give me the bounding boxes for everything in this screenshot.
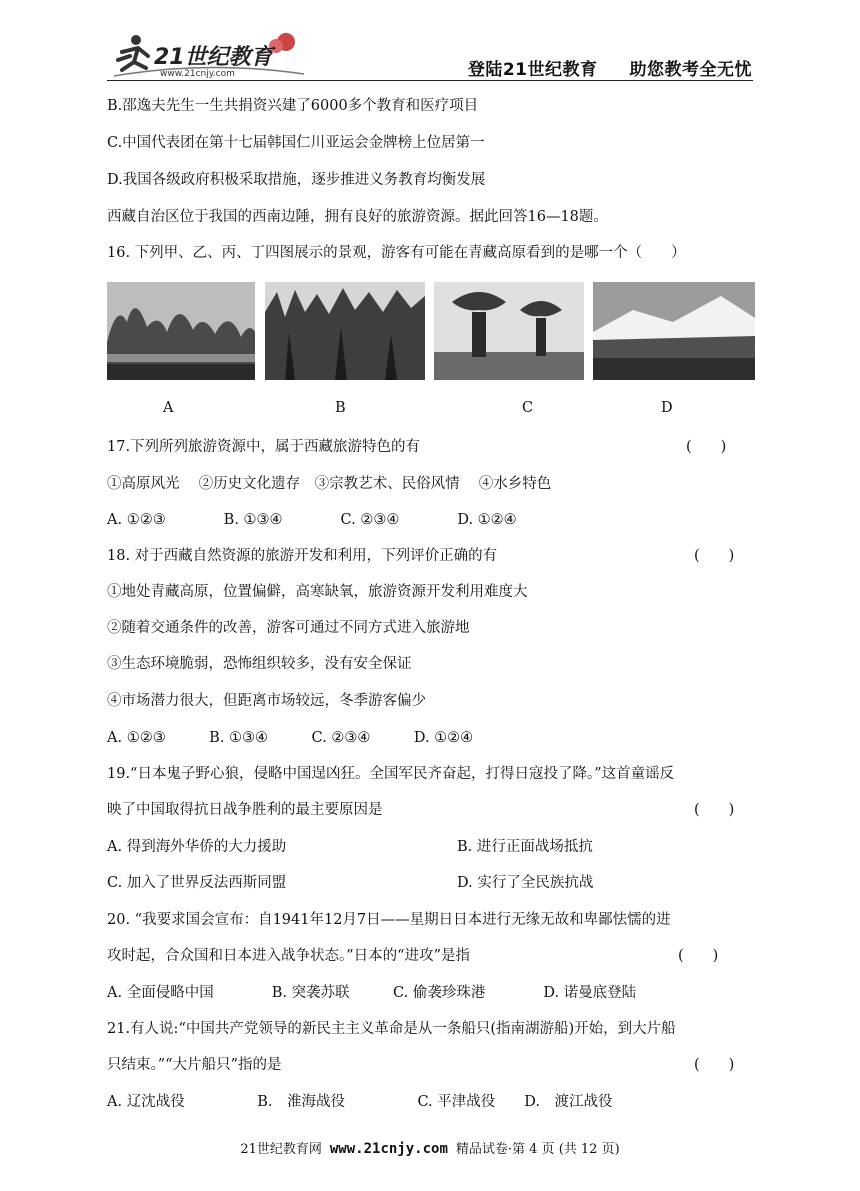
q21-options: A. 辽沈战役 B. 淮海战役 C. 平津战役 D. 渡江战役 <box>107 1094 613 1110</box>
q20-stem-line2: 攻时起，合众国和日本进入战争状态。”日本的“进攻”是指 <box>107 948 470 964</box>
page-header <box>0 0 860 84</box>
q19-stem-line1: 19.“日本鬼子野心狼，侵略中国逞凶狂。全国军民齐奋起，打得日寇投了降。”这首童谣反 <box>107 766 675 782</box>
footer-site-link[interactable]: www.21cnjy.com <box>329 1141 448 1157</box>
photo-label-c: C <box>522 400 534 416</box>
photo-stone-forest <box>265 282 425 380</box>
q19-option-c: C. 加入了世界反法西斯同盟 <box>107 875 287 891</box>
q18-item-4: ④市场潜力很大，但距离市场较远，冬季游客偏少 <box>107 693 426 709</box>
q17-stem: 17.下列所列旅游资源中，属于西藏旅游特色的有 <box>107 439 421 455</box>
q17-answer-blank: ( ) <box>686 439 727 455</box>
photo-label-a: A <box>163 400 174 416</box>
q15-option-c: C.中国代表团在第十七届韩国仁川亚运会金牌榜上位居第一 <box>107 135 485 151</box>
photo-baobab-savanna <box>434 282 584 380</box>
header-slogan <box>468 55 752 80</box>
q18-item-2: ②随着交通条件的改善，游客可通过不同方式进入旅游地 <box>107 620 470 636</box>
photo-snow-mountain <box>593 282 755 380</box>
q15-option-b: B.邵逸夫先生一生共捐资兴建了6000多个教育和医疗项目 <box>107 98 479 114</box>
runner-logo-icon <box>108 30 308 80</box>
photo-label-b: B <box>335 400 346 416</box>
q17-options: A. ①②③ B. ①③④ C. ②③④ D. ①②④ <box>107 512 517 528</box>
footer-page-info: 精品试卷·第 4 页 (共 12 页) <box>455 1142 620 1157</box>
site-logo[interactable] <box>108 30 308 80</box>
q16-stem: 16. 下列甲、乙、丙、丁四图展示的景观，游客有可能在青藏高原看到的是哪一个（ ） <box>107 245 686 261</box>
q21-answer-blank: ( ) <box>694 1057 735 1073</box>
q20-options: A. 全面侵略中国 B. 突袭苏联 C. 偷袭珍珠港 D. 诺曼底登陆 <box>107 985 637 1001</box>
q19-answer-blank: ( ) <box>694 802 735 818</box>
q18-options: A. ①②③ B. ①③④ C. ②③④ D. ①②④ <box>107 730 474 746</box>
q18-stem: 18. 对于西藏自然资源的旅游开发和利用，下列评价正确的有 <box>107 548 498 564</box>
q21-stem-line1: 21.有人说:“中国共产党领导的新民主主义革命是从一条船只(指南湖游船)开始，到大片船 <box>107 1021 676 1037</box>
q19-option-b: B. 进行正面战场抵抗 <box>457 839 593 855</box>
slogan-left: 登陆21世纪教育 <box>467 60 598 80</box>
q15-option-d: D.我国各级政府积极采取措施，逐步推进义务教育均衡发展 <box>107 172 486 188</box>
photo-label-d: D <box>661 400 673 416</box>
svg-text:www.21cnjy.com: www.21cnjy.com <box>160 69 235 79</box>
q19-option-a: A. 得到海外华侨的大力援助 <box>107 839 287 855</box>
q16-photo-row <box>107 282 755 380</box>
q18-item-3: ③生态环境脆弱，恐怖组织较多，没有安全保证 <box>107 656 412 672</box>
q19-option-d: D. 实行了全民族抗战 <box>457 875 594 891</box>
q20-stem-line1: 20. “我要求国会宣布：自1941年12月7日——星期日日本进行无缘无故和卑鄙怯懦的进 <box>107 912 671 928</box>
svg-text:21世纪教育: 21世纪教育 <box>154 45 273 70</box>
slogan-right: 助您教考全无忧 <box>629 60 752 80</box>
footer-brand: 21世纪教育网 <box>240 1142 322 1157</box>
q21-stem-line2: 只结束。”“大片船只”指的是 <box>107 1057 282 1073</box>
q20-answer-blank: ( ) <box>678 948 719 964</box>
q18-answer-blank: ( ) <box>694 548 735 564</box>
q19-stem-line2: 映了中国取得抗日战争胜利的最主要原因是 <box>107 802 383 818</box>
q18-item-1: ①地处青藏高原，位置偏僻，高寒缺氧，旅游资源开发利用难度大 <box>107 584 528 600</box>
q17-items: ①高原风光 ②历史文化遗存 ③宗教艺术、民俗风情 ④水乡特色 <box>107 476 552 492</box>
page-footer <box>0 1138 860 1157</box>
photo-karst-landscape <box>107 282 255 380</box>
section-intro: 西藏自治区位于我国的西南边陲，拥有良好的旅游资源。据此回答16—18题。 <box>107 209 608 225</box>
header-divider <box>107 80 753 81</box>
